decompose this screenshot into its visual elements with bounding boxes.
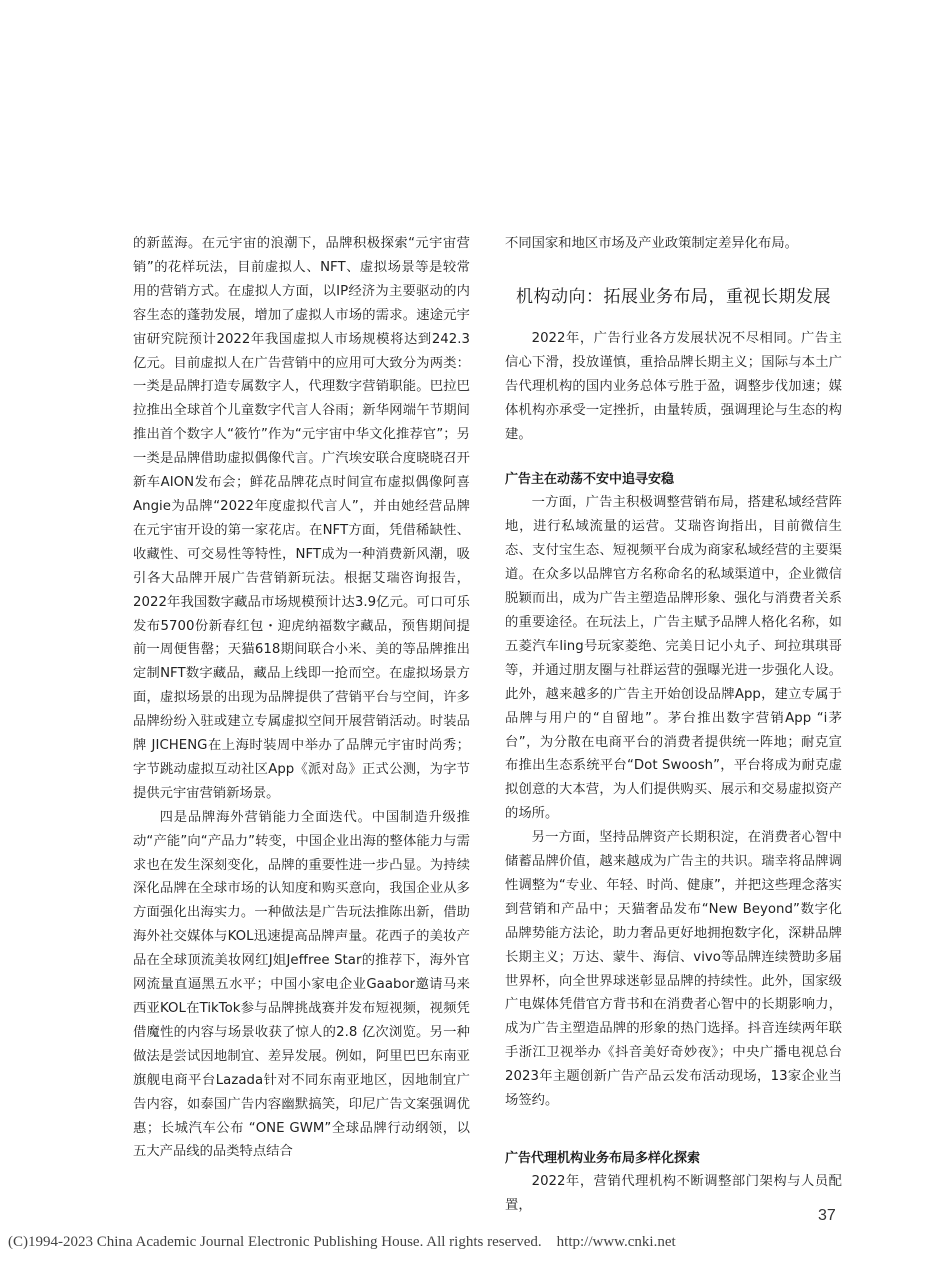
subsection-heading: 广告代理机构业务布局多样化探索 [505, 1151, 701, 1166]
left-column [133, 232, 470, 1164]
body-paragraph: 另一方面，坚持品牌资产长期积淀，在消费者心智中储蓄品牌价值，越来越成为广告主的共识。瑞幸将品牌调性调整为“专业、年轻、时尚、健康”，并把这些理念落实到营销和产品中；天猫奢品发布“New Beyond”数字化品牌势能方法论，助力奢品更好地拥抱数字化，深耕品牌长期主义；万达、蒙牛、海信、vivo等品牌连续赞助多届世界杯，向全世界球迷彰显品牌的持续性。此外，国家级广电媒体凭借官方背书和在消费者心智中的长期影响力，成为广告主塑造品牌的形象的热门选择。抖音连续两年联手浙江卫视举办《抖音美好奇妙夜》；中央广播电视总台2023年主题创新广告产品云发布活动现场，13家企业当场签约。 [505, 830, 842, 1109]
body-paragraph: 2022年，广告行业各方发展状况不尽相同。广告主信心下滑，投放谨慎，重拾品牌长期主义；国际与本土广告代理机构的国内业务总体亏胜于盈，调整步伐加速；媒体机构亦承受一定挫折，由量转质，强调理论与生态的构建。 [505, 330, 842, 442]
body-paragraph: 的新蓝海。在元宇宙的浪潮下，品牌积极探索“元宇宙营销”的花样玩法，目前虚拟人、NFT、虚拟场景等是较常用的营销方式。在虚拟人方面，以IP经济为主要驱动的内容生态的蓬勃发展，增加了虚拟人市场的需求。速途元宇宙研究院预计2022年我国虚拟人市场规模将达到242.3亿元。目前虚拟人在广告营销中的应用可大致分为两类：一类是品牌打造专属数字人，代理数字营销职能。巴拉巴拉推出全球首个儿童数字代言人谷雨；新华网端午节期间推出首个数字人“筱竹”作为“元宇宙中华文化推荐官”；另一类是品牌借助虚拟偶像代言。广汽埃安联合度晓晓召开新车AION发布会；鲜花品牌花点时间宣布虚拟偶像阿喜Angie为品牌“2022年度虚拟代言人”，并由她经营品牌在元宇宙开设的第一家花店。在NFT方面，凭借稀缺性、收藏性、可交易性等特性，NFT成为一种消费新风潮，吸引各大品牌开展广告营销新玩法。根据艾瑞咨询报告，2022年我国数字藏品市场规模预计达3.9亿元。可口可乐发布5700份新春红包・迎虎纳福数字藏品，预售期间提前一周便售罄；天猫618期间联合小米、美的等品牌推出定制NFT数字藏品，藏品上线即一抢而空。在虚拟场景方面，虚拟场景的出现为品牌提供了营销平台与空间，许多品牌纷纷入驻或建立专属虚拟空间开展营销活动。时装品牌 JICHENG在上海时装周中举办了品牌元宇宙时尚秀；字节跳动虚拟互动社区App《派对岛》正式公测，为字节提供元宇宙营销新场景。 [133, 236, 470, 801]
body-paragraph: 一方面，广告主积极调整营销布局，搭建私域经营阵地，进行私域流量的运营。艾瑞咨询指出，目前微信生态、支付宝生态、短视频平台成为商家私域经营的主要渠道。在众多以品牌官方名称命名的私域渠道中，企业微信脱颖而出，成为广告主塑造品牌形象、强化与消费者关系的重要途径。在玩法上，广告主赋予品牌人格化名称，如五菱汽车ling号玩家菱绝、完美日记小丸子、珂拉琪琪哥等，并通过朋友圈与社群运营的强曝光进一步强化人设。此外，越来越多的广告主开始创设品牌App，建立专属于品牌与用户的“自留地”。茅台推出数字营销App “i茅台”，为分散在电商平台的消费者提供统一阵地；耐克宣布推出生态系统平台“Dot Swoosh”，平台将成为耐克虚拟创意的大本营，为人们提供购买、展示和交易虚拟资产的场所。 [505, 495, 842, 822]
subsection-heading: 广告主在动荡不安中追寻安稳 [505, 472, 675, 488]
spacer [505, 1113, 842, 1123]
copyright-footer: (C)1994-2023 China Academic Journal Electronic Publishing House. All rights reserved. http://www.cnki.net [8, 1234, 676, 1250]
page-number: 37 [818, 1207, 836, 1224]
body-paragraph: 不同国家和地区市场及产业政策制定差异化布局。 [505, 236, 798, 251]
body-paragraph: 四是品牌海外营销能力全面迭代。中国制造升级推动“产能”向“产品力”转变，中国企业出海的整体能力与需求也在发生深刻变化，品牌的重要性进一步凸显。为持续深化品牌在全球市场的认知度和购买意向，我国企业从多方面强化出海实力。一种做法是广告玩法推陈出新，借助海外社交媒体与KOL迅速提高品牌声量。花西子的美妆产品在全球顶流美妆网红J姐Jeffree Star的推荐下，海外官网流量直逼黑五水平；中国小家电企业Gaabor邀请马来西亚KOL在TikTok参与品牌挑战赛并发布短视频，视频凭借魔性的内容与场景收获了惊人的2.8 亿次浏览。另一种做法是尝试因地制宜、差异发展。例如，阿里巴巴东南亚旗舰电商平台Lazada针对不同东南亚地区，因地制宜广告内容，如泰国广告内容幽默搞笑，印尼广告文案强调优惠；长城汽车公布 “ONE GWM”全球品牌行动纲领，以五大产品线的品类特点结合 [133, 809, 470, 1160]
body-paragraph: 2022年，营销代理机构不断调整部门架构与人员配置， [505, 1174, 842, 1213]
right-column [505, 232, 842, 1218]
section-heading: 机构动向：拓展业务布局，重视长期发展 [516, 286, 831, 307]
